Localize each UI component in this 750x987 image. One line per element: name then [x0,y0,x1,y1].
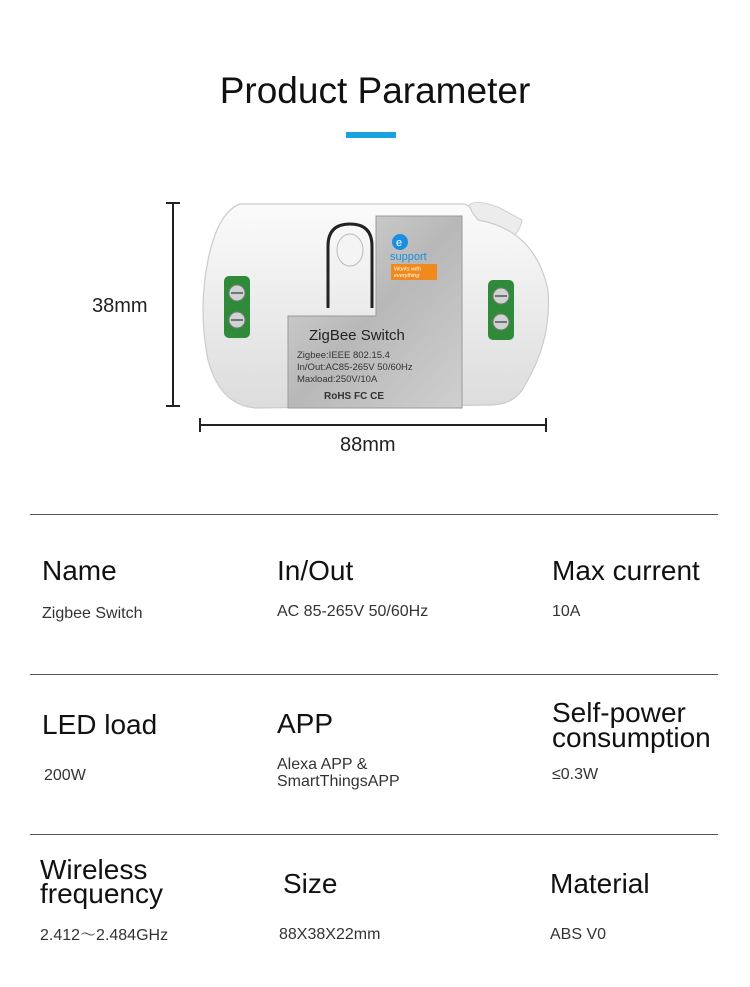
width-dimension-line [200,424,546,426]
svg-text:everything: everything [394,273,420,279]
spec-label-in-out: In/Out [277,555,354,586]
spec-value-app-line2: SmartThingsAPP [277,773,400,790]
spec-value-max-current: 10A [552,603,581,620]
zigbee-switch-device-image [200,200,550,415]
height-dimension-label: 38mm [92,295,148,317]
svg-text:Works with: Works with [394,266,421,273]
spec-label-material: Material [550,868,650,899]
svg-text:ZigBee Switch: ZigBee Switch [309,327,405,344]
svg-text:RoHS FC CE: RoHS FC CE [324,391,384,402]
spec-label-name: Name [42,555,117,586]
section-divider [30,834,718,835]
spec-label-app: APP [277,708,334,739]
spec-label-max-current: Max current [552,555,700,586]
spec-value-material: ABS V0 [550,926,607,943]
svg-text:In/Out:AC85-265V 50/60Hz: In/Out:AC85-265V 50/60Hz [297,362,413,373]
spec-value-size: 88X38X22mm [279,926,381,943]
spec-value-self-power: ≤0.3W [552,766,599,783]
page-title: Product Parameter [219,70,531,111]
svg-text:Zigbee:IEEE 802.15.4: Zigbee:IEEE 802.15.4 [297,350,390,361]
spec-label-self-power-line1: Self-power [552,697,686,728]
svg-text:Maxload:250V/10A: Maxload:250V/10A [297,374,378,385]
spec-label-self-power-line2: consumption [552,722,711,753]
spec-value-wireless: 2.412～2.484GHz [40,927,169,944]
spec-value-name: Zigbee Switch [42,605,143,622]
title-underline [346,132,396,138]
spec-value-in-out: AC 85-265V 50/60Hz [277,603,429,620]
spec-value-led-load: 200W [44,767,86,784]
spec-value-app-line1: Alexa APP & [277,756,368,773]
spec-label-wireless-line1: Wireless [40,854,148,885]
spec-label-led-load: LED load [42,709,158,740]
svg-text:support: support [390,251,427,263]
section-divider [30,674,718,675]
spec-label-wireless-line2: frequency [40,878,163,909]
svg-text:e: e [396,237,403,249]
spec-label-size: Size [283,868,338,899]
width-dimension-cap-right [545,418,547,432]
width-dimension-label: 88mm [340,434,396,456]
height-dimension-line [172,203,174,406]
section-divider [30,514,718,515]
height-dimension-cap-bottom [166,405,180,407]
